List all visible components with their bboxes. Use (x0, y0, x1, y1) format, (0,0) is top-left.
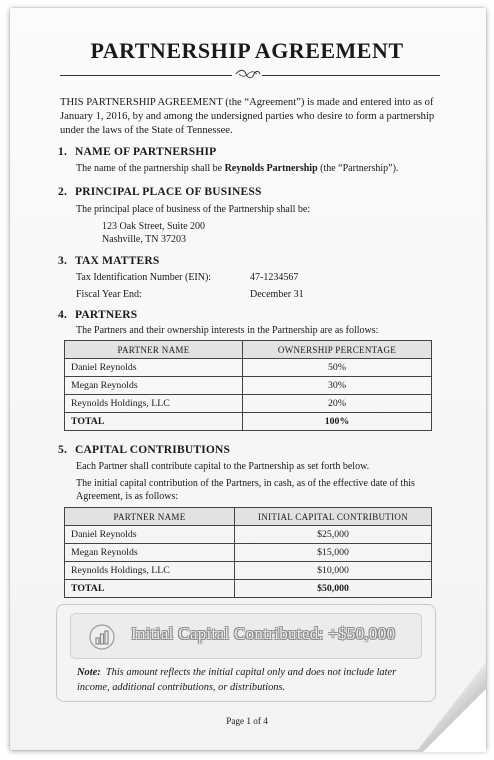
table-total-row (65, 413, 432, 431)
section-4-heading (58, 309, 137, 321)
section-number: 2. (58, 186, 68, 198)
column-header: PARTNER NAME (65, 508, 235, 526)
text-fragment: The name of the partnership shall be (76, 163, 225, 174)
capital-amount: $10,000 (235, 562, 432, 580)
section-title: CAPITAL CONTRIBUTIONS (75, 444, 231, 456)
section-title: PARTNERS (75, 309, 138, 321)
section-2-heading (58, 186, 262, 198)
address-line-2: Nashville, TN 37203 (102, 234, 186, 245)
capital-table (64, 507, 432, 598)
table-row (65, 395, 432, 413)
section-number: 4. (58, 309, 68, 321)
callout-banner (70, 613, 422, 659)
partner-name: Reynolds Holdings, LLC (65, 562, 235, 580)
partner-name: Daniel Reynolds (65, 359, 243, 377)
capital-callout-box (56, 604, 436, 702)
table-header-row (65, 508, 432, 526)
table-row (65, 377, 432, 395)
section-title: PRINCIPAL PLACE OF BUSINESS (75, 186, 262, 198)
total-value: $50,000 (235, 580, 432, 598)
capital-amount: $25,000 (235, 526, 432, 544)
bar-chart-icon (89, 624, 115, 650)
section-3-heading (58, 255, 160, 267)
table-row (65, 359, 432, 377)
initial-capital-text: Initial Capital Contributed: +$50,000 (131, 624, 396, 643)
partner-name: Megan Reynolds (65, 544, 235, 562)
callout-note (77, 665, 417, 695)
section-5-text-2: The initial capital contribution of the Partners, in cash, as of the effective date of this Agreement, is as follows: (76, 478, 415, 502)
section-4-text: The Partners and their ownership interests in the Partnership are as follows: (76, 325, 379, 336)
partnership-name: Reynolds Partnership (224, 163, 318, 174)
capital-amount: $15,000 (235, 544, 432, 562)
total-label: TOTAL (65, 413, 243, 431)
column-header: PARTNER NAME (65, 341, 243, 359)
page-number: Page 1 of 4 (226, 716, 268, 726)
section-2-text: The principal place of business of the Partnership shall be: (76, 204, 311, 215)
partner-name: Daniel Reynolds (65, 526, 235, 544)
section-title: NAME OF PARTNERSHIP (75, 146, 217, 158)
flourish-ornament (235, 67, 261, 81)
partner-name: Megan Reynolds (65, 377, 243, 395)
section-number: 5. (58, 444, 68, 456)
total-value: 100% (243, 413, 432, 431)
section-1-text (76, 162, 398, 175)
note-text: This amount reflects the initial capital only and does not include later income, additional contributions, or distributions. (77, 667, 397, 693)
ownership-table (64, 340, 432, 431)
note-label: Note: (77, 667, 101, 678)
table-header-row (65, 341, 432, 359)
title-rule-left (60, 75, 232, 76)
section-number: 1. (58, 146, 68, 158)
table-row (65, 562, 432, 580)
section-title: TAX MATTERS (75, 255, 160, 267)
address-line-1: 123 Oak Street, Suite 200 (102, 221, 206, 232)
column-header: INITIAL CAPITAL CONTRIBUTION (235, 508, 432, 526)
title-rule-right (262, 75, 440, 76)
ein-value: 47-1234567 (250, 272, 299, 283)
partner-name: Reynolds Holdings, LLC (65, 395, 243, 413)
ownership-percentage: 20% (243, 395, 432, 413)
fiscal-year-value: December 31 (250, 289, 304, 300)
section-5-text-1: Each Partner shall contribute capital to the Partnership as set forth below. (76, 461, 370, 472)
ein-label: Tax Identification Number (EIN): (76, 272, 212, 283)
column-header: OWNERSHIP PERCENTAGE (243, 341, 432, 359)
ownership-percentage: 50% (243, 359, 432, 377)
fiscal-year-label: Fiscal Year End: (76, 289, 142, 300)
intro-paragraph: THIS PARTNERSHIP AGREEMENT (the “Agreement”) is made and entered into as of January 1, 2016, by and among the undersigned parties who desire to form a partnership under the laws of the State of Tennessee. (60, 97, 435, 136)
table-row (65, 526, 432, 544)
section-1-heading (58, 146, 216, 158)
section-5-heading (58, 444, 230, 456)
table-row (65, 544, 432, 562)
table-total-row (65, 580, 432, 598)
total-label: TOTAL (65, 580, 235, 598)
section-number: 3. (58, 255, 68, 267)
text-fragment: (the “Partnership”). (317, 163, 399, 174)
document-title: PARTNERSHIP AGREEMENT (90, 38, 404, 63)
ownership-percentage: 30% (243, 377, 432, 395)
